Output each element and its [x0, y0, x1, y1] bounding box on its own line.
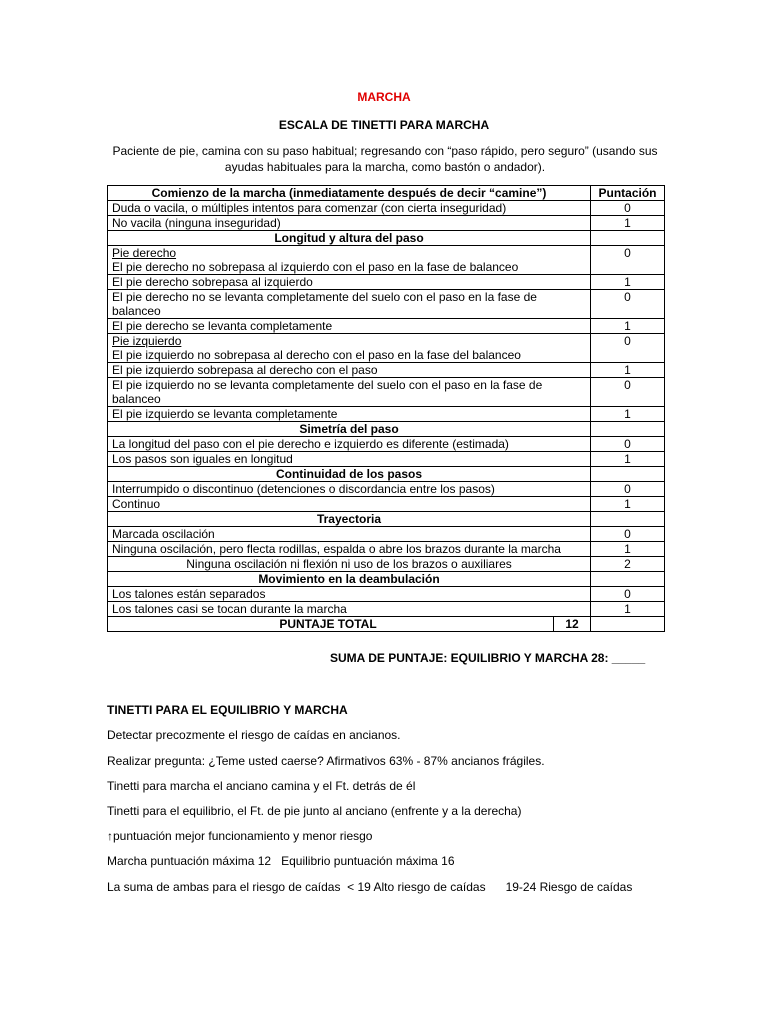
row-score: 1	[591, 216, 665, 231]
row-score-empty	[591, 617, 665, 632]
table-row	[108, 363, 665, 378]
row-score-empty	[591, 572, 665, 587]
row-text: Marcada oscilación	[108, 527, 591, 542]
row-score: 1	[591, 542, 665, 557]
row-text: Los talones están separados	[108, 587, 591, 602]
row-score-empty	[591, 467, 665, 482]
row-text-line: El pie derecho no sobrepasa al izquierdo con el paso en la fase de balanceo	[112, 260, 519, 274]
row-score: 0	[591, 290, 665, 319]
section-label: Longitud y altura del paso	[108, 231, 591, 246]
section-label: Simetría del paso	[108, 422, 591, 437]
header-score: Puntación	[591, 186, 665, 201]
table-row	[108, 497, 665, 512]
row-text: Ninguna oscilación ni flexión ni uso de los brazos o auxiliares	[108, 557, 591, 572]
row-text	[108, 334, 591, 363]
table-row	[108, 290, 665, 319]
row-score-empty	[591, 231, 665, 246]
section-row	[108, 512, 665, 527]
table-row	[108, 275, 665, 290]
row-score: 1	[591, 602, 665, 617]
paragraph: Tinetti para marcha el anciano camina y el Ft. detrás de él	[107, 779, 416, 793]
section-label: Trayectoria	[108, 512, 591, 527]
row-text: El pie derecho no se levanta completamente del suelo con el paso en la fase de balanceo	[108, 290, 591, 319]
row-text: El pie izquierdo no se levanta completamente del suelo con el paso en la fase de balanceo	[108, 378, 591, 407]
section-row	[108, 422, 665, 437]
table-row	[108, 319, 665, 334]
section-row	[108, 572, 665, 587]
paragraph: Detectar precozmente el riesgo de caídas en ancianos.	[107, 728, 401, 742]
paragraph: Tinetti para el equilibrio, el Ft. de pie junto al anciano (enfrente y a la derecha)	[107, 804, 522, 818]
row-text: El pie izquierdo sobrepasa al derecho con el paso	[108, 363, 591, 378]
row-score: 2	[591, 557, 665, 572]
table-row	[108, 527, 665, 542]
row-score: 1	[591, 275, 665, 290]
paragraph: ↑puntuación mejor funcionamiento y menor riesgo	[107, 829, 373, 843]
row-text-line: El pie izquierdo no sobrepasa al derecho con el paso en la fase del balanceo	[112, 348, 521, 362]
table-row	[108, 246, 665, 275]
row-text	[108, 246, 591, 275]
header-item: Comienzo de la marcha (inmediatamente después de decir “camine”)	[108, 186, 591, 201]
row-score: 1	[591, 363, 665, 378]
paragraph: La suma de ambas para el riesgo de caídas < 19 Alto riesgo de caídas 19-24 Riesgo de caídas	[107, 880, 633, 894]
table-row	[108, 407, 665, 422]
table-row	[108, 482, 665, 497]
row-text: El pie derecho sobrepasa al izquierdo	[108, 275, 591, 290]
row-score: 0	[591, 527, 665, 542]
total-value: 12	[553, 617, 590, 631]
paragraph: Marcha puntuación máxima 12 Equilibrio puntuación máxima 16	[107, 854, 455, 868]
row-score: 1	[591, 319, 665, 334]
total-cell	[108, 617, 591, 632]
row-text: La longitud del paso con el pie derecho e izquierdo es diferente (estimada)	[108, 437, 591, 452]
table-row	[108, 334, 665, 363]
paragraph: Realizar pregunta: ¿Teme usted caerse? Afirmativos 63% - 87% ancianos frágiles.	[107, 754, 545, 768]
table-row	[108, 201, 665, 216]
table-row	[108, 602, 665, 617]
row-score: 1	[591, 452, 665, 467]
row-score: 0	[591, 378, 665, 407]
table-row	[108, 587, 665, 602]
table-row	[108, 437, 665, 452]
row-score-empty	[591, 422, 665, 437]
row-text: Continuo	[108, 497, 591, 512]
total-label: PUNTAJE TOTAL	[279, 617, 377, 631]
section-title: TINETTI PARA EL EQUILIBRIO Y MARCHA	[107, 703, 348, 717]
table-row	[108, 557, 665, 572]
section-label: Movimiento en la deambulación	[108, 572, 591, 587]
table-row	[108, 378, 665, 407]
section-label: MARCHA	[357, 90, 411, 104]
combined-score-line: SUMA DE PUNTAJE: EQUILIBRIO Y MARCHA 28: _____	[330, 651, 646, 665]
row-score: 1	[591, 497, 665, 512]
row-text: No vacila (ninguna inseguridad)	[108, 216, 591, 231]
table-row	[108, 452, 665, 467]
row-score: 0	[591, 587, 665, 602]
row-score: 0	[591, 246, 665, 275]
row-text: Los pasos son iguales en longitud	[108, 452, 591, 467]
row-score: 1	[591, 407, 665, 422]
table-row	[108, 216, 665, 231]
row-score-empty	[591, 512, 665, 527]
subheading-right-foot: Pie derecho	[112, 246, 177, 260]
section-row	[108, 231, 665, 246]
section-label: Continuidad de los pasos	[108, 467, 591, 482]
table-row	[108, 542, 665, 557]
row-text: El pie derecho se levanta completamente	[108, 319, 591, 334]
table-header-row	[108, 186, 665, 201]
total-row	[108, 617, 665, 632]
subheading-left-foot: Pie izquierdo	[112, 334, 182, 348]
row-score: 0	[591, 201, 665, 216]
row-text: El pie izquierdo se levanta completamente	[108, 407, 591, 422]
row-text: Los talones casi se tocan durante la marcha	[108, 602, 591, 617]
section-row	[108, 467, 665, 482]
row-score: 0	[591, 437, 665, 452]
row-score: 0	[591, 334, 665, 363]
row-text: Duda o vacila, o múltiples intentos para comenzar (con cierta inseguridad)	[108, 201, 591, 216]
row-score: 0	[591, 482, 665, 497]
row-text: Ninguna oscilación, pero flecta rodillas, espalda o abre los brazos durante la marcha	[108, 542, 591, 557]
row-text: Interrumpido o discontinuo (detenciones o discordancia entre los pasos)	[108, 482, 591, 497]
intro-paragraph: Paciente de pie, camina con su paso habitual; regresando con “paso rápido, pero seguro” (usando sus ayudas habituales para la marcha, como bastón o andador).	[112, 144, 658, 174]
tinetti-gait-table	[107, 185, 665, 632]
page-title: ESCALA DE TINETTI PARA MARCHA	[278, 118, 490, 132]
